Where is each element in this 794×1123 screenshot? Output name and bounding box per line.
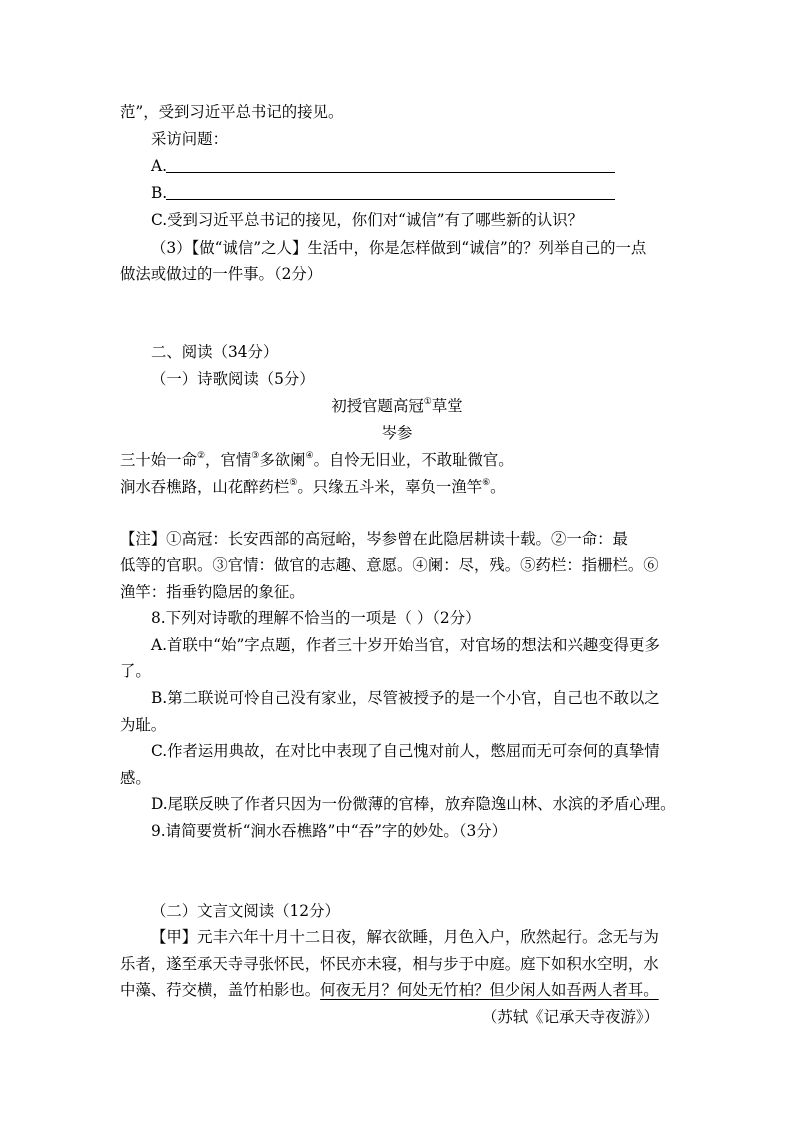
q8-option-c-line-2: 感。 <box>120 769 151 787</box>
q3-line-2: 做法或做过的一件事。（2分） <box>120 265 323 283</box>
poem-title-note-mark: ① <box>423 397 432 407</box>
poem-line-2 <box>120 476 506 498</box>
classical-line-3 <box>120 979 659 1001</box>
poem-section-heading: （一）诗歌阅读（5分） <box>151 370 315 388</box>
poem-title-tail: 草堂 <box>431 397 463 415</box>
question-a-label: A. <box>151 157 168 175</box>
poem-note-mark-4: ④ <box>305 451 314 461</box>
notes-line-2: 低等的官职。③官情：做官的志趣、意愿。④阑：尽，残。⑤药栏：指栅栏。⑥ <box>120 556 659 574</box>
classical-line-2: 乐者，遂至承天寺寻张怀民，怀民亦未寝，相与步于中庭。庭下如积水空明，水 <box>120 955 659 973</box>
poem-author: 岑参 <box>381 424 413 442</box>
question-b-label: B. <box>151 184 168 202</box>
question-c-text: C.受到习近平总书记的接见，你们对“诚信”有了哪些新的认识？ <box>151 211 584 229</box>
q8-option-a-line-2: 了。 <box>120 662 151 680</box>
poem-title-main: 初授官题高冠 <box>331 397 424 415</box>
question-b-blank[interactable] <box>166 199 615 200</box>
poem-note-mark-6: ⑥ <box>482 478 491 488</box>
poem-note-mark-2: ② <box>196 451 206 461</box>
poem-line-1 <box>120 449 514 471</box>
classical-line-3-plain: 中藻、荇交横，盖竹柏影也。 <box>120 981 321 999</box>
poem-line-1-part-d: 。自怜无旧业，不敢耻微官。 <box>313 451 514 469</box>
classical-line-1: 【甲】元丰六年十月十二日夜，解衣欲睡，月色入户，欣然起行。念无与为 <box>151 928 659 946</box>
classical-heading: （二）文言文阅读（12分） <box>151 902 340 920</box>
q8-option-d: D.尾联反映了作者只因为一份微薄的官棒，放弃隐逸山林、水滨的矛盾心理。 <box>151 795 676 813</box>
poem-line-2-part-b: 。只缘五斗米，辜负一渔竿 <box>297 478 483 496</box>
poem-title <box>0 395 794 417</box>
notes-line-1: 【注】①高冠：长安西部的高冠峪，岑参曾在此隐居耕读十载。②一命：最 <box>120 530 628 548</box>
q8-option-b-line-1: B.第二联说可怜自己没有家业，尽管被授予的是一个小官，自己也不敢以之 <box>151 689 660 707</box>
poem-note-mark-5: ⑤ <box>289 478 298 488</box>
q9-stem: 9.请简要赏析“涧水吞樵路”中“吞”字的妙处。（3分） <box>151 822 508 840</box>
question-a-blank[interactable] <box>166 172 615 173</box>
poem-line-1-part-b: ，官情 <box>205 451 252 469</box>
poem-line-1-part-a: 三十始一命 <box>120 451 197 469</box>
q8-option-a-line-1: A.首联中“始”字点题，作者三十岁开始当官，对官场的想法和兴趣变得更多 <box>151 636 660 654</box>
interview-line-1: 范”，受到习近平总书记的接见。 <box>120 103 344 121</box>
section-heading: 二、阅读（34分） <box>151 343 279 361</box>
classical-underlined-sentence: 何夜无月？何处无竹柏？但少闲人如吾两人者耳。 <box>320 981 659 999</box>
q8-option-b-line-2: 为耻。 <box>120 716 167 734</box>
poem-note-mark-3: ③ <box>251 451 260 461</box>
poem-line-1-part-c: 多欲阑 <box>259 451 306 469</box>
poem-line-2-part-a: 涧水吞樵路，山花醉药栏 <box>120 478 290 496</box>
classical-source: （苏轼《记承天寺夜游》） <box>482 1008 659 1026</box>
q8-stem: 8.下列对诗歌的理解不恰当的一项是（ ）（2分） <box>151 609 481 627</box>
notes-line-3: 渔竿：指垂钓隐居的象征。 <box>120 583 305 601</box>
q8-option-c-line-1: C.作者运用典故，在对比中表现了自己愧对前人，憋屈而无可奈何的真挚情 <box>151 742 660 760</box>
q3-line-1: （3）【做“诚信”之人】生活中，你是怎样做到“诚信”的？列举自己的一点 <box>151 239 647 257</box>
interview-label: 采访问题： <box>151 130 228 148</box>
poem-line-2-part-c: 。 <box>490 478 506 496</box>
